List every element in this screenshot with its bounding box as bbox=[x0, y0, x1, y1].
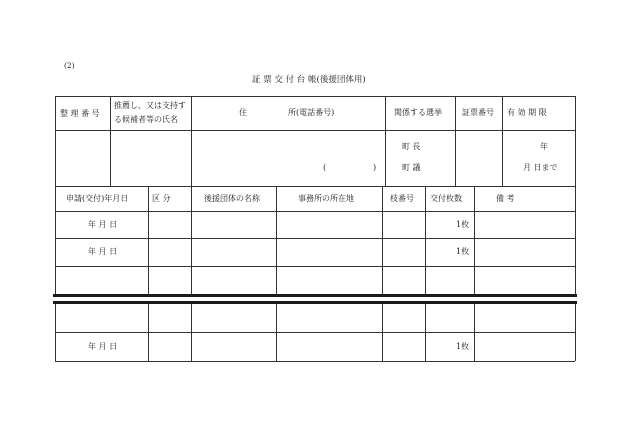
lower-col-line-3 bbox=[276, 186, 277, 294]
row-2-date: 年 月 日 bbox=[88, 247, 118, 256]
header-election: 関係する選挙 bbox=[394, 108, 442, 117]
header-branch-no: 枝番号 bbox=[390, 194, 414, 203]
phone-paren-close: ) bbox=[373, 163, 377, 172]
header-candidate-line2: る候補者等の氏名 bbox=[114, 115, 178, 124]
lower-table-bottom-border bbox=[55, 361, 575, 362]
row-2-count: 1枚 bbox=[456, 247, 470, 256]
row-1-count: 1枚 bbox=[456, 220, 470, 229]
upper-col-line-2 bbox=[191, 96, 192, 186]
header-address-left: 住 bbox=[239, 108, 247, 117]
lower-row-line-3 bbox=[55, 266, 575, 267]
header-issued-count: 交付枚数 bbox=[430, 194, 462, 203]
section-break-line-upper bbox=[53, 294, 577, 297]
row-5-count: 1枚 bbox=[456, 342, 470, 351]
section-break-line-lower bbox=[53, 301, 577, 304]
lower-col-line-6 bbox=[474, 186, 475, 294]
document-title: 証 票 交 付 台 帳(後援団体用) bbox=[252, 75, 366, 85]
lower-col-line-5b bbox=[425, 304, 426, 361]
header-application-date: 申請(交付)年月日 bbox=[66, 194, 129, 203]
header-group-name: 後援団体の名称 bbox=[204, 194, 260, 203]
header-address-right: 所(電話番号) bbox=[288, 108, 335, 117]
lower-col-line-7b bbox=[575, 304, 576, 361]
lower-col-line-0 bbox=[55, 186, 56, 294]
header-office-location: 事務所の所在地 bbox=[298, 194, 354, 203]
row-1-date: 年 月 日 bbox=[88, 220, 118, 229]
header-candidate-line1: 推薦し、又は支持す bbox=[114, 101, 186, 110]
lower-col-line-7 bbox=[575, 186, 576, 294]
lower-row-line-4 bbox=[55, 332, 575, 333]
upper-col-line-5 bbox=[502, 96, 503, 186]
lower-col-line-2 bbox=[191, 186, 192, 294]
lower-col-line-4b bbox=[382, 304, 383, 361]
upper-table-header-divider bbox=[55, 130, 575, 131]
upper-col-line-0 bbox=[55, 96, 56, 186]
lower-row-line-1 bbox=[55, 211, 575, 212]
row-5-date: 年 月 日 bbox=[88, 342, 118, 351]
header-shohyo-bango: 証票番号 bbox=[462, 108, 494, 117]
header-kubun: 区 分 bbox=[152, 194, 171, 203]
election-town-council: 町 議 bbox=[402, 163, 421, 172]
lower-col-line-3b bbox=[276, 304, 277, 361]
lower-col-line-5 bbox=[425, 186, 426, 294]
upper-col-line-6 bbox=[575, 96, 576, 186]
lower-row-line-2 bbox=[55, 238, 575, 239]
lower-table-top-border bbox=[55, 186, 575, 187]
upper-col-line-3 bbox=[385, 96, 386, 186]
upper-col-line-4 bbox=[455, 96, 456, 186]
election-town-mayor: 町 長 bbox=[402, 142, 421, 151]
lower-col-line-6b bbox=[474, 304, 475, 361]
upper-col-line-1 bbox=[110, 96, 111, 186]
lower-col-line-4 bbox=[382, 186, 383, 294]
header-validity: 有 効 期 限 bbox=[507, 108, 547, 117]
phone-paren-open: ( bbox=[323, 163, 327, 172]
lower-col-line-2b bbox=[191, 304, 192, 361]
header-seiri-bango: 整 理 番 号 bbox=[60, 109, 100, 118]
validity-month-day: 月 日まで bbox=[523, 163, 558, 172]
lower-col-line-0b bbox=[55, 304, 56, 361]
validity-year: 年 bbox=[540, 142, 548, 151]
upper-table-top-border bbox=[55, 96, 575, 97]
header-remarks: 備 考 bbox=[496, 194, 515, 203]
document-number: (2) bbox=[64, 61, 75, 70]
lower-col-line-1b bbox=[148, 304, 149, 361]
lower-col-line-1 bbox=[148, 186, 149, 294]
